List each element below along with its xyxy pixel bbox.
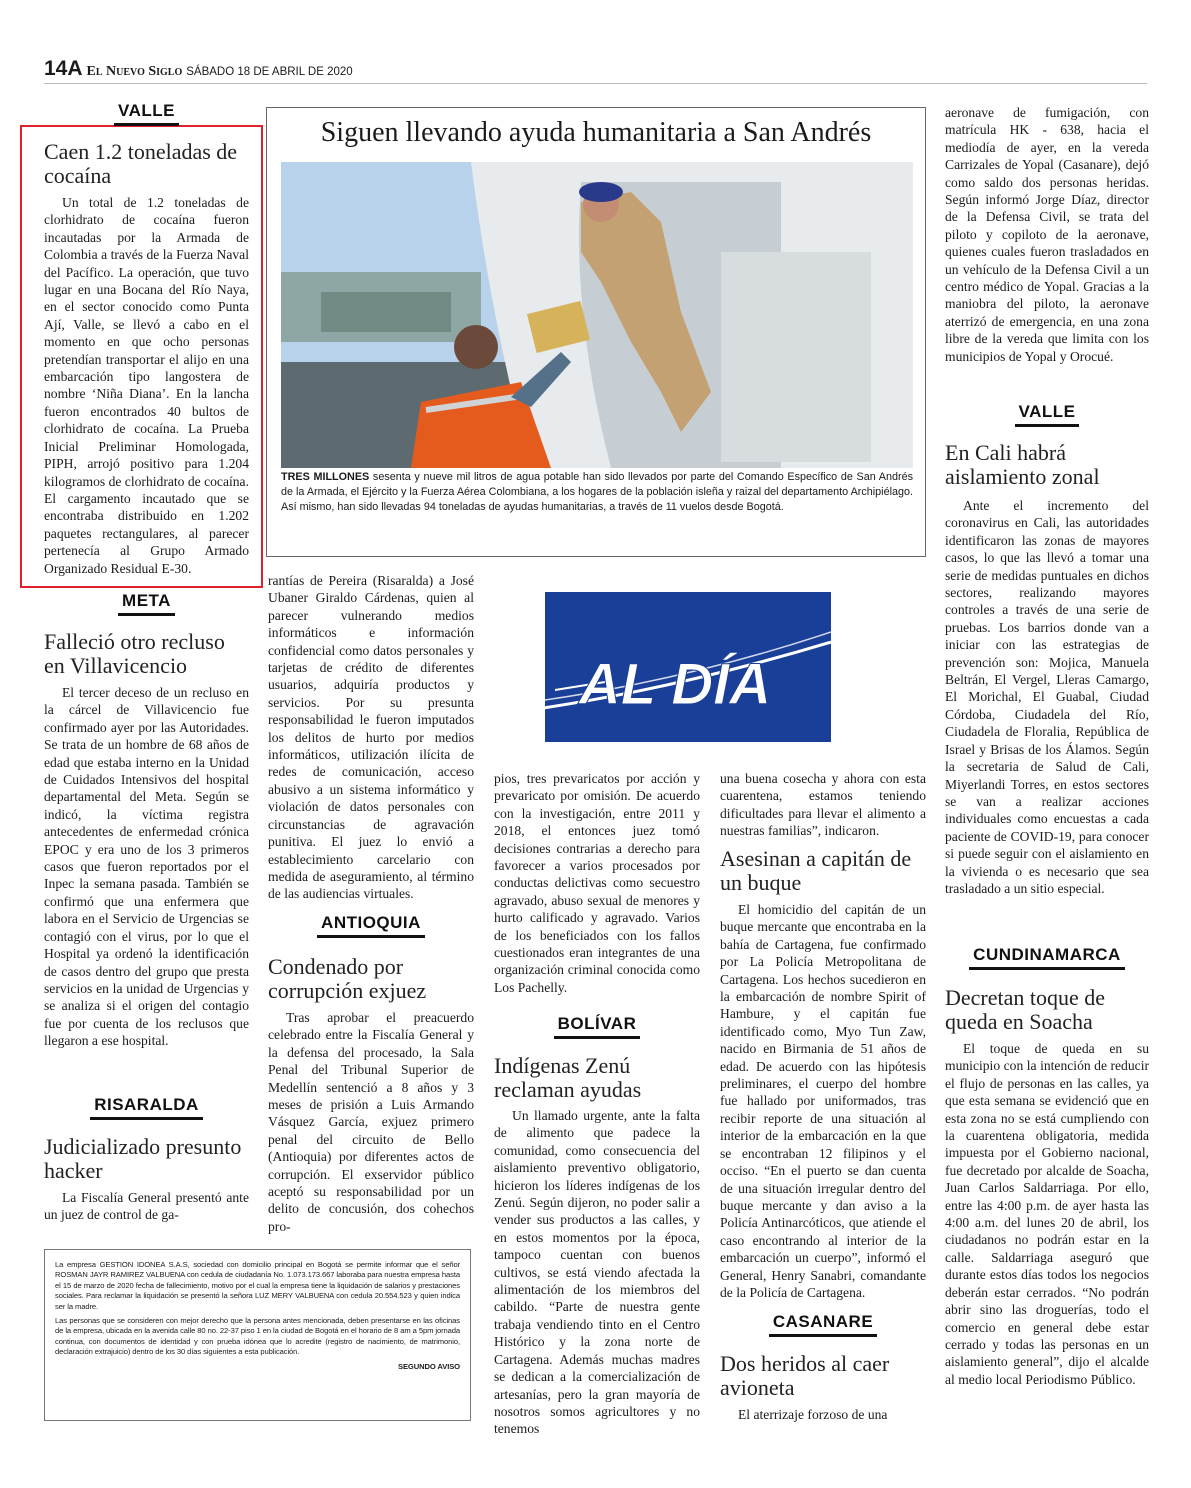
kicker-cundinamarca: CUNDINAMARCA	[945, 945, 1149, 970]
headline-recluso: Falleció otro recluso en Villavicencio	[44, 629, 225, 678]
notice-label: SEGUNDO AVISO	[398, 1361, 460, 1371]
article-cali: Ante el incremento del coronavirus en Cali, las autoridades identificaron las zonas de mayores casos, lo que las llevó a tomar una serie de medidas puntuales en dichos sectores, realizando mayores controles a través de una serie de pruebas. Los barrios donde van a iniciar con las estrategias de prevención son: Mojica, Manuela Beltrán, El Vergel, Lleras Camargo, El Morichal, El Guabal, Ciudad Córdoba, Ciudadela del Río, Ciudadela de Floralia, República de Israel y Brisas de los Álamos. Según la secretaria de Salud de Cali, Miyerlandi Torres, en estos sectores se van a realizar acciones individuales como encuestas a cada paciente de COVID-19, para conocer si puede seguir con el aislamiento en la vivienda o es necesario que sea trasladado a un sitio especial.	[945, 498, 1149, 896]
article-hacker-cont: rantías de Pereira (Risaralda) a José Ubaner Giraldo Cárdenas, quien al parecer vulnerando medios informáticos e información confidencial como datos personales y tarjetas de crédito de diferentes usuarios, adquiría productos y servicios. Por su presunta responsabilidad le fueron imputados los delitos de hurto por medios informáticos, utilización ilícita de redes de comunicación, acceso abusivo a un sistema informático y violación de datos personales con circunstancias de agravación punitiva. El juez lo envió a establecimiento carcelario con medida de aseguramiento, al término de las audiencias virtuales.	[268, 573, 474, 902]
article-exjuez: Tras aprobar el preacuerdo celebrado entre la Fiscalía General y la defensa del procesado, la Sala Penal del Tribunal Superior de Medellín sentenció a 8 años y 3 meses de prisión a Luis Armando Vásquez García, exjuez primero penal del circuito de Bello (Antioquia) por diferentes actos de corrupción. El exservidor público aceptó su responsabilidad por un delito de concusión, dos cohechos pro-	[268, 1010, 474, 1234]
page-header	[44, 57, 374, 83]
article-hacker: La Fiscalía General presentó ante un juez de control de ga-	[44, 1190, 249, 1223]
kicker-casanare: CASANARE	[720, 1312, 926, 1337]
article-recluso: El tercer deceso de un recluso en la cárcel de Villavicencio fue confirmado ayer por las Autoridades. Se trata de un hombre de 68 años de edad que estaba interno en la Unidad de Cuidados Intensivos del hospital departamental del Meta. Según se indicó, la víctima registra antecedentes de enfermedad crónica EPOC y era uno de los 3 primeros casos que fueron reportados por el Inpec la semana pasada. También se confirmó que una enfermera que labora en el Servicio de Urgencias se contagió con el virus, por lo que el Hospital ya ordenó la identificación de casos dentro del grupo que presta servicios en la unidad de Urgencias y se analiza si el origen del contagio fue por cuenta de los reclusos que llegaron a ese hospital.	[44, 685, 249, 1049]
headline-soacha: Decretan toque de queda en Soacha	[945, 985, 1106, 1034]
al-dia-logo-graphic	[545, 592, 831, 742]
photo-caption: TRES MILLONES sesenta y nueve mil litros de agua potable han sido llevados por parte del Comando Específico de San Andrés de la Armada, el Ejército y la Fuerza Aérea Colombiana, a los hogares de la población isleña y raizal del departamento Archipiélago. Así mismo, han sido llevadas 94 toneladas de ayudas humanitarias, a través de 11 vuelos desde Bogotá.	[281, 471, 914, 513]
notice-paragraph-1: La empresa GESTION IDONEA S.A.S, sociedad con domicilio principal en Bogotá se permite informar que el señor ROSMAN JAYR RAMIREZ VALBUENA con cedula de ciudadanía No. 1.073.173.667 laboraba para nuestra empresa hasta el 15 de marzo de 2020 fecha de fallecimiento, motivo por el cual la empresa tiene la liquidación de salarios y prestaciones sociales. Para reclamar la liquidación se presentó la señora LUZ MERY VALBUENA con cedula 20.554.523 y quien indica ser la madre.	[55, 1260, 460, 1311]
article-zenu: Un llamado urgente, ante la falta de alimento que padece la comunidad, como consecuencia del aislamiento preventivo obligatorio, hicieron los líderes indígenas de los Zenú. Según dijeron, no poder salir a vender sus productos a las calles, y en estos momentos por la época, tampoco cuentan con buenos cultivos, se está viendo afectada la alimentación de los miembros del cabildo. “Parte de nuestra gente trabaja vendiendo tinto en el Centro Histórico y la zona norte de Cartagena. Además muchas madres se dedican a la comercialización de artesanías, pero la gran mayoría de nosotros somos agricultores y no tenemos	[494, 1108, 700, 1437]
al-dia-logo-text: AL DÍA	[578, 652, 772, 717]
header-rule	[44, 83, 1147, 84]
article-capitan: El homicidio del capitán de un buque mercante que encontraba en la bahía de Cartagena, fue confirmado por La Policía Metropolitana de Cartagena. Los hechos sucedieron en la embarcación de nombre Spirit of Hambure, y el capitán fue identificado como, Myo Tun Zaw, nacido en Birmania de 51 años de edad. De acuerdo con las hipótesis preliminares, el cuerpo del hombre fue hallado por uniformados, tras recibir reporte de una situación al interior de la embarcación en la que se encontraban 12 filipinos y el occiso. “En el puerto se dan cuenta de una situación irregular dentro del buque mercante y dan aviso a la Policía Antinarcóticos, que atiende el caso encontrando al interior de la embarcación un cuerpo”, informó el General, Henry Sanabri, comandante de la Policía de Cartagena.	[720, 902, 926, 1300]
legal-notice	[44, 1249, 471, 1421]
article-avioneta-cont: aeronave de fumigación, con matrícula HK - 638, hacia el mediodía de ayer, en la vereda Carrizales de Yopal (Casanare), dejó como saldo dos personas heridas. Según informó Jorge Díaz, director de la Defensa Civil, se trata del piloto y copiloto de la aeronave, quienes cuales fueron trasladados en un vehículo de la Defensa Civil a un centro médico de Yopal. Gracias a la maniobra del piloto, la aeronave aterrizó de emergencia, en una zona libre de la vereda que limita con los municipios de Yopal y Orocué.	[945, 105, 1149, 364]
headline-cali: En Cali habrá aislamiento zonal	[945, 440, 1100, 489]
kicker-risaralda: RISARALDA	[44, 1095, 249, 1120]
photo-title: Siguen llevando ayuda humanitaria a San Andrés	[320, 117, 872, 148]
article-zenu-cont: una buena cosecha y ahora con esta cuarentena, estamos teniendo dificultades para llevar el alimento a nuestras familias”, indicaron.	[720, 771, 926, 839]
headline-hacker: Judicializado presunto hacker	[44, 1134, 242, 1183]
kicker-meta: META	[44, 591, 249, 616]
notice-paragraph-2: Las personas que se consideren con mejor derecho que la persona antes mencionada, deben presentarse en las oficinas de la empresa, ubicada en la avenida calle 80 no. 22-37 piso 1 en la ciudad de Bogotá en el horario de 8 am a 5pm jornada continua, con documentos de identidad y con prueba idónea que lo acredite (registro de nacimiento, de matrimonio, declaración extrajuicio) dentro de los 30 días siguientes a esta publicación.	[55, 1316, 460, 1357]
kicker-valle-cali: VALLE	[945, 402, 1149, 427]
masthead: El Nuevo Siglo	[86, 64, 183, 79]
kicker-bolivar: BOLÍVAR	[494, 1014, 700, 1039]
kicker-valle: VALLE	[44, 101, 249, 126]
article-soacha: El toque de queda en su municipio con la intención de reducir el flujo de personas en las calles, ya que esta semana se evidenció que en esta zona no se está cumpliendo con la cuarentena obligatoria, medida impuesta por el Gobierno nacional, fue decretado por alcalde de Soacha, Juan Carlos Saldarriaga. Por ello, entre las 4:00 p.m. de ayer hasta las 4:00 a.m. del lunes 20 de abril, los ciudadanos no podrán estar en la calle. Saldarriaga aseguró que durante estos días todos los negocios deberán estar cerrados. “No podrán abrir sino las droguerías, todo el comercio en general debe estar cerrado y todas las personas en un aislamiento general”, dijo el alcalde al medio local Periodismo Público.	[945, 1041, 1149, 1387]
al-dia-logo	[545, 592, 831, 742]
issue-date: SÁBADO 18 DE ABRIL DE 2020	[186, 66, 353, 78]
headline-avioneta: Dos heridos al caer avioneta	[720, 1351, 890, 1400]
article-cocaina: Un total de 1.2 toneladas de clorhidrato de cocaína fueron incautadas por la Armada de Colombia a través de la Fuerza Naval del Pacífico. La operación, que tuvo lugar en una Bocana del Río Naya, en el sector conocido como Punta Ají, Valle, se llevó a cabo en el momento en que ocho personas pretendían transportar el alijo en una embarcación tipo langostera de nombre ‘Niña Diana’. En la lancha fueron encontrados 40 bultos de clorhidrato de cocaína. La Prueba Inicial Preliminar Homologada, PIPH, arrojó positivo para 1.204 kilogramos de clorhidrato de cocaína. El cargamento incautado que se encontraba distribuido en 1.202 paquetes rectangulares, al parecer pertenecía al Grupo Armado Organizado Residual E-30.	[44, 195, 249, 576]
headline-zenu: Indígenas Zenú reclaman ayudas	[494, 1053, 642, 1102]
headline-cocaina: Caen 1.2 toneladas de cocaína	[44, 139, 238, 188]
page-number: 14A	[44, 57, 83, 80]
kicker-antioquia: ANTIOQUIA	[268, 913, 474, 938]
article-exjuez-cont: pios, tres prevaricatos por acción y prevaricato por omisión. De acuerdo con la investigación, entre 2011 y 2018, el entonces juez tomó decisiones contrarias a derecho para favorecer a varios procesados por conductas delictivas como secuestro agravado, abuso sexual de menores y hurto calificado y agravado. Varios de los beneficiados con los fallos cuestionados eran integrantes de una organización criminal conocida como Los Pachelly.	[494, 771, 700, 995]
humanitarian-aid-photo	[281, 162, 913, 468]
headline-capitan: Asesinan a capitán de un buque	[720, 846, 912, 895]
article-avioneta: El aterrizaje forzoso de una	[738, 1407, 888, 1422]
headline-exjuez: Condenado por corrupción exjuez	[268, 954, 427, 1003]
